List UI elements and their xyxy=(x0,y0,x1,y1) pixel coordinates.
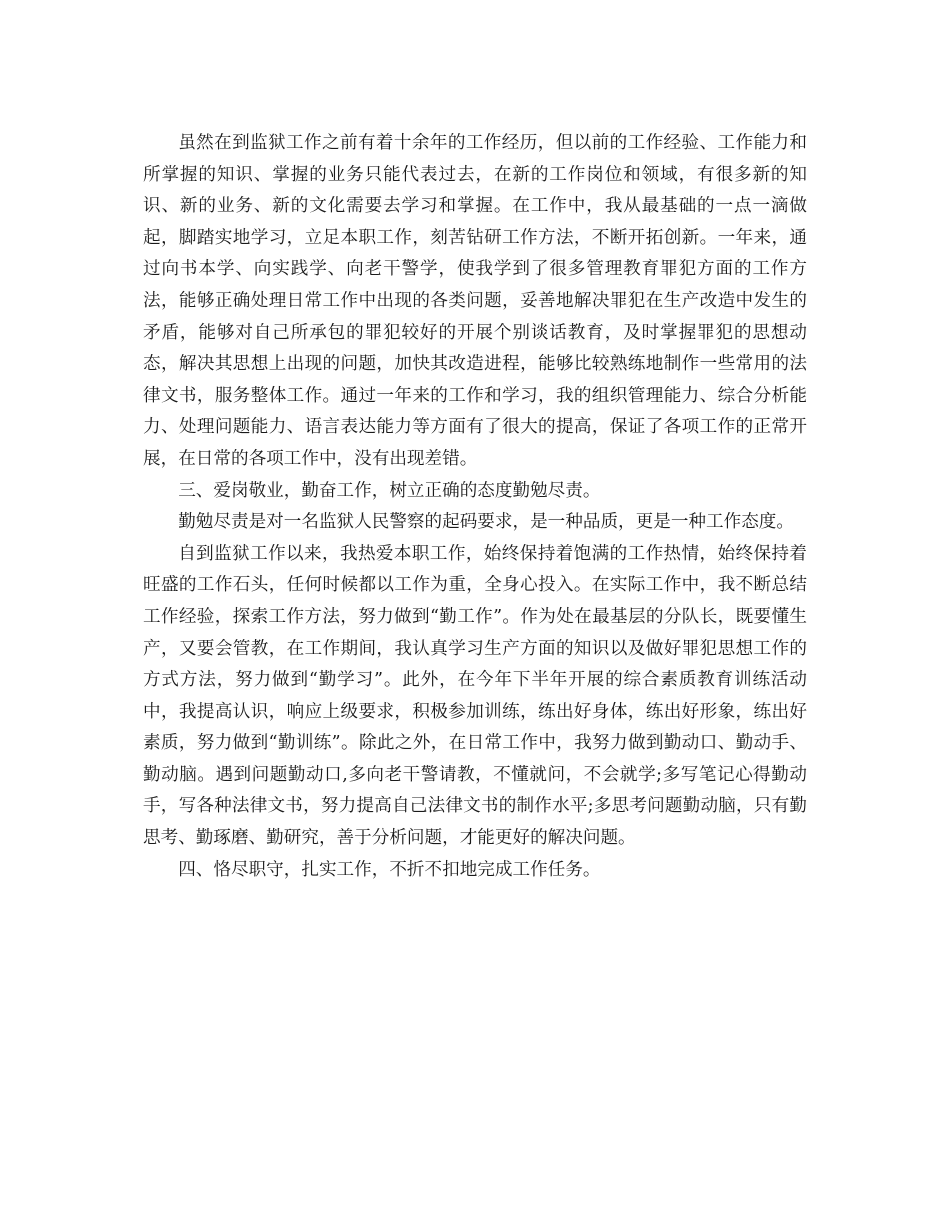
paragraph-diligence-practice: 自到监狱工作以来，我热爱本职工作，始终保持着饱满的工作热情，始终保持着旺盛的工作石头，任何时候都以工作为重，全身心投入。在实际工作中，我不断总结工作经验，探索工作方法，努力做到“勤工作”。作为处在最基层的分队长，既要懂生产，又要会管教，在工作期间，我认真学习生产方面的知识以及做好罪犯思想工作的方式方法，努力做到“勤学习”。此外，在今年下半年开展的综合素质教育训练活动中，我提高认识，响应上级要求，积极参加训练，练出好身体，练出好形象，练出好素质，努力做到“勤训练”。除此之外，在日常工作中，我努力做到勤动口、勤动手、勤动脑。遇到问题勤动口,多向老干警请教，不懂就问，不会就学;多写笔记心得勤动手，写各种法律文书，努力提高自己法律文书的制作水平;多思考问题勤动脑，只有勤思考、勤琢磨、勤研究，善于分析问题，才能更好的解决问题。 xyxy=(143,543,807,849)
section-heading-three: 三、爱岗敬业，勤奋工作，树立正确的态度勤勉尽责。 xyxy=(178,480,601,501)
section-heading-four: 四、恪尽职守，扎实工作，不折不扣地完成工作任务。 xyxy=(178,859,601,880)
paragraph-work-experience: 虽然在到监狱工作之前有着十余年的工作经历，但以前的工作经验、工作能力和所掌握的知识、掌握的业务只能代表过去，在新的工作岗位和领域，有很多新的知识、新的业务、新的文化需要去学习和掌握。在工作中，我从最基础的一点一滴做起，脚踏实地学习，立足本职工作，刻苦钻研工作方法，不断开拓创新。一年来，通过向书本学、向实践学、向老干警学，使我学到了很多管理教育罪犯方面的工作方法，能够正确处理日常工作中出现的各类问题，妥善地解决罪犯在生产改造中发生的矛盾，能够对自己所承包的罪犯较好的开展个别谈话教育，及时掌握罪犯的思想动态，解决其思想上出现的问题，加快其改造进程，能够比较熟练地制作一些常用的法律文书，服务整体工作。通过一年来的工作和学习，我的组织管理能力、综合分析能力、处理问题能力、语言表达能力等方面有了很大的提高，保证了各项工作的正常开展，在日常的各项工作中，没有出现差错。 xyxy=(143,133,807,469)
document-body xyxy=(143,128,807,886)
paragraph-diligence-definition: 勤勉尽责是对一名监狱人民警察的起码要求，是一种品质，更是一种工作态度。 xyxy=(178,512,794,533)
